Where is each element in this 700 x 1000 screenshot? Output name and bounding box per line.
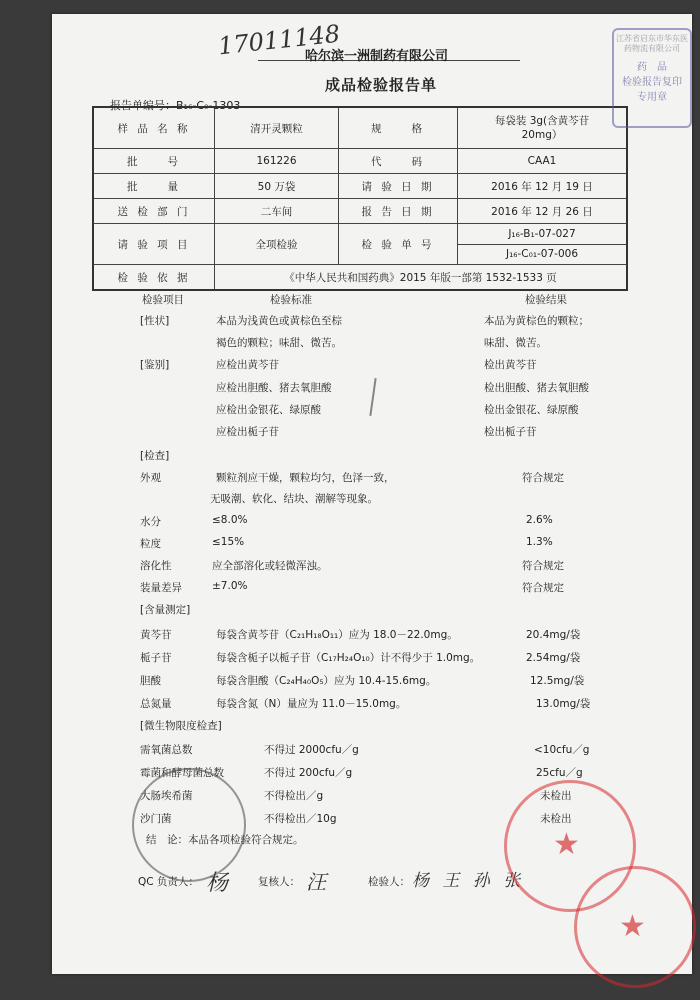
result-text: 20.4mg/袋 xyxy=(526,629,581,641)
result-text: 25cfu／g xyxy=(536,767,583,779)
std-text: 应检出黄芩苷 xyxy=(216,359,279,371)
std-text: 不得过 200cfu／g xyxy=(264,767,353,779)
std-text: 应检出栀子苷 xyxy=(216,426,279,438)
conclusion-text: 本品各项检验符合规定。 xyxy=(188,834,304,846)
section-microbial: [微生物限度检查] xyxy=(140,720,222,732)
company-seal-gray xyxy=(132,768,246,882)
result-text: 未检出 xyxy=(540,813,572,825)
result-text: 本品为黄棕色的颗粒； xyxy=(484,315,589,327)
std-text: 本品为浅黄色或黄棕色至棕 xyxy=(216,315,342,327)
item-name: 大肠埃希菌 xyxy=(140,790,193,802)
qc-signature: 杨 xyxy=(206,871,229,896)
item-name: 外观 xyxy=(140,472,161,484)
test-no-2: J₁₆-C₀₁-07-006 xyxy=(505,247,579,260)
item-name: 栀子苷 xyxy=(140,652,172,664)
table-row xyxy=(93,265,627,291)
report-number-label: 报告单编号： xyxy=(110,99,176,112)
col-header-item: 检验项目 xyxy=(142,294,184,306)
std-text: 每袋含栀子以栀子苷（C₁₇H₂₄O₁₀）计不得少于 1.0mg。 xyxy=(216,652,481,664)
report-number-value: B₁₆-C₀-1303 xyxy=(176,99,241,112)
value-test-no xyxy=(458,224,628,265)
copy-stamp-line3: 专用章 xyxy=(637,92,667,103)
value-code: CAA1 xyxy=(458,149,628,174)
std-text: 应检出胆酸、猪去氧胆酸 xyxy=(216,382,332,394)
table-row xyxy=(93,224,627,265)
star-icon: ★ xyxy=(619,909,646,944)
item-name: 溶化性 xyxy=(140,560,172,572)
value-spec xyxy=(458,107,628,149)
std-text: 不得检出／g xyxy=(264,790,324,802)
section-inspection: [检查] xyxy=(140,450,170,462)
recheck-label: 复核人： xyxy=(258,876,300,888)
label-batch-size: 批 量 xyxy=(93,174,215,199)
section-identification: [鉴别] xyxy=(140,359,170,371)
std-text: ≤15% xyxy=(212,536,245,548)
std-text: ≤8.0% xyxy=(212,514,248,526)
std-text: 每袋含胆酸（C₂₄H₄₀O₅）应为 10.4-15.6mg。 xyxy=(216,675,437,687)
result-text: 味甜、微苦。 xyxy=(484,337,547,349)
item-name: 总氮量 xyxy=(140,698,172,710)
report-title: 成品检验报告单 xyxy=(325,76,438,94)
item-name: 需氧菌总数 xyxy=(140,744,193,756)
spec-line-2: 20mg） xyxy=(521,129,563,141)
qc-label: QC 负责人： xyxy=(138,876,199,888)
table-row xyxy=(93,174,627,199)
label-department: 送 检 部 门 xyxy=(93,199,215,224)
result-text: 符合规定 xyxy=(522,582,564,594)
result-text: 未检出 xyxy=(540,790,572,802)
col-header-result: 检验结果 xyxy=(525,294,567,306)
table-row xyxy=(93,149,627,174)
value-department: 二车间 xyxy=(215,199,339,224)
std-text: 应检出金银花、绿原酸 xyxy=(216,404,321,416)
item-name: 粒度 xyxy=(140,538,161,550)
label-code: 代 码 xyxy=(339,149,458,174)
value-basis: 《中华人民共和国药典》2015 年版一部第 1532-1533 页 xyxy=(215,265,628,291)
std-text: 不得检出／10g xyxy=(264,813,337,825)
std-text: 应全部溶化或轻微浑浊。 xyxy=(212,560,328,572)
result-text: 2.6% xyxy=(526,514,553,526)
inspector-label: 检验人： xyxy=(368,876,410,888)
red-stamp-distributor xyxy=(574,866,696,988)
inspector-signature: 杨 王 孙 张 xyxy=(412,871,525,891)
label-test-no: 检 验 单 号 xyxy=(339,224,458,265)
std-text: 无吸潮、软化、结块、潮解等现象。 xyxy=(210,493,378,505)
item-name: 黄芩苷 xyxy=(140,629,172,641)
result-text: 检出栀子苷 xyxy=(484,426,537,438)
info-table xyxy=(92,106,628,291)
star-icon: ★ xyxy=(553,827,580,862)
item-name: 装量差异 xyxy=(140,582,182,594)
company-name: 哈尔滨一洲制药有限公司 xyxy=(305,49,449,64)
copy-stamp-line2: 检验报告复印 xyxy=(622,77,682,88)
value-request-date: 2016 年 12 月 19 日 xyxy=(458,174,628,199)
result-text: 12.5mg/袋 xyxy=(530,675,585,687)
test-no-1: J₁₆-B₁-07-027 xyxy=(458,225,626,245)
label-batch-no: 批 号 xyxy=(93,149,215,174)
section-appearance-desc: [性状] xyxy=(140,315,170,327)
result-text: 检出黄芩苷 xyxy=(484,359,537,371)
label-test-items: 请 验 项 目 xyxy=(93,224,215,265)
copy-stamp-company: 江苏省启东市华东医药物流有限公司 xyxy=(616,34,688,53)
copy-stamp xyxy=(612,28,692,128)
value-report-date: 2016 年 12 月 26 日 xyxy=(458,199,628,224)
std-text: 每袋含氮（N）量应为 11.0－15.0mg。 xyxy=(216,698,407,710)
item-name: 沙门菌 xyxy=(140,813,172,825)
item-name: 霉菌和酵母菌总数 xyxy=(140,767,224,779)
result-text: 符合规定 xyxy=(522,472,564,484)
section-assay: [含量测定] xyxy=(140,604,191,616)
value-test-items: 全项检验 xyxy=(215,224,339,265)
value-batch-size: 50 万袋 xyxy=(215,174,339,199)
result-text: 符合规定 xyxy=(522,560,564,572)
result-text: 1.3% xyxy=(526,536,553,548)
result-text: 13.0mg/袋 xyxy=(536,698,591,710)
handwritten-number: 17011148 xyxy=(216,19,342,61)
label-basis: 检 验 依 据 xyxy=(93,265,215,291)
std-text: ±7.0% xyxy=(212,580,248,592)
item-name: 水分 xyxy=(140,516,161,528)
conclusion-label: 结 论： xyxy=(146,834,188,846)
recheck-signature: 汪 xyxy=(306,870,326,894)
table-row xyxy=(93,199,627,224)
item-name: 胆酸 xyxy=(140,675,161,687)
label-request-date: 请 验 日 期 xyxy=(339,174,458,199)
result-text: 2.54mg/袋 xyxy=(526,652,581,664)
std-text: 不得过 2000cfu／g xyxy=(264,744,359,756)
value-sample-name: 清开灵颗粒 xyxy=(215,107,339,149)
result-text: <10cfu／g xyxy=(534,744,590,756)
spec-line-1: 每袋装 3g(含黄芩苷 xyxy=(494,115,590,127)
label-spec: 规 格 xyxy=(339,107,458,149)
label-sample-name: 样 品 名 称 xyxy=(93,107,215,149)
std-text: 每袋含黄芩苷（C₂₁H₁₈O₁₁）应为 18.0－22.0mg。 xyxy=(216,629,458,641)
copy-stamp-line1: 药 品 xyxy=(637,62,667,73)
std-text: 褐色的颗粒；味甜、微苦。 xyxy=(216,337,342,349)
col-header-standard: 检验标准 xyxy=(270,294,312,306)
result-text: 检出金银花、绿原酸 xyxy=(484,404,579,416)
table-row xyxy=(93,107,627,149)
std-text: 颗粒剂应干燥，颗粒均匀，色泽一致， xyxy=(216,472,395,484)
value-batch-no: 161226 xyxy=(215,149,339,174)
label-report-date: 报 告 日 期 xyxy=(339,199,458,224)
result-text: 检出胆酸、猪去氧胆酸 xyxy=(484,382,589,394)
